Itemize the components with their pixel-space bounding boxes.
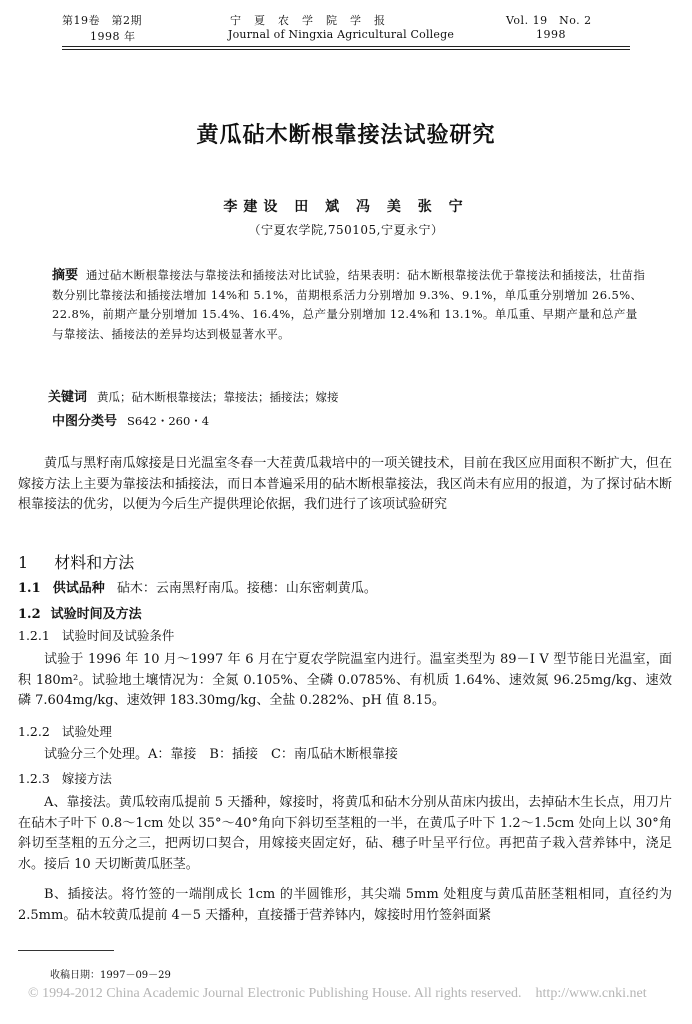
treatments-paragraph: 试验分三个处理。A：靠接 B：插接 C：南瓜砧木断根靠接 (44, 747, 398, 762)
classification-label: 中图分类号 (52, 414, 118, 429)
subsubsection-1-2-1 (18, 626, 174, 644)
abstract (52, 266, 648, 344)
subsubsection-1-2-2 (18, 722, 112, 740)
keywords-label: 关键词 (48, 390, 88, 405)
subsection-number: 1.1 (18, 581, 41, 596)
header-rule-thin (62, 49, 630, 50)
authors: 李建设 田 斌 冯 美 张 宁 (223, 199, 469, 215)
year-en: 1998 (536, 28, 566, 41)
volume-issue-en: Vol. 19 No. 2 (506, 14, 592, 27)
header-rule (62, 46, 630, 47)
section-number: 1 (18, 553, 29, 572)
section-title: 材料和方法 (54, 553, 135, 572)
keywords-text: 黄瓜；砧木断根靠接法；靠接法；插接法；嫁接 (97, 390, 339, 404)
insertion-grafting-paragraph: B、插接法。将竹签的一端削成长 1cm 的半圆锥形，其尖端 5mm 处粗度与黄瓜苗胚茎粗相同，直径约为 2.5mm。砧木较黄瓜提前 4－5 天播种，直接播于营养钵内，嫁接时用竹签斜面紧 (18, 887, 672, 923)
subsubsection-title: 嫁接方法 (61, 771, 112, 786)
section-heading (18, 550, 134, 573)
abstract-label: 摘要 (52, 268, 79, 283)
subsection-text: 砧木：云南黑籽南瓜。接穗：山东密刺黄瓜。 (116, 581, 377, 596)
classification-code: S642・260・4 (127, 414, 210, 428)
subsubsection-number: 1.2.3 (18, 771, 50, 786)
paper-title: 黄瓜砧木断根靠接法试验研究 (196, 122, 496, 148)
copyright-watermark: © 1994-2012 China Academic Journal Electronic Publishing House. All rights reserved. http://www.cnki.net (28, 986, 647, 1001)
subsubsection-title: 试验处理 (61, 724, 112, 739)
subsection-number: 1.2 (18, 607, 41, 622)
affiliation: （宁夏农学院,750105,宁夏永宁） (248, 223, 444, 237)
keywords (48, 386, 339, 405)
subsubsection-title: 试验时间及试验条件 (61, 628, 175, 643)
year-cn: 1998 年 (90, 30, 136, 43)
subsection-title: 供试品种 (52, 581, 105, 596)
intro-paragraph: 黄瓜与黑籽南瓜嫁接是日光温室冬春一大茬黄瓜栽培中的一项关键技术，目前在我区应用面积不断扩大，但在嫁接方法上主要为靠接法和插接法，而日本普遍采用的砧木断根靠接法，我区尚未有应用的报道，为了探讨砧木断根靠接法的优劣，以便为今后生产提供理论依据，我们进行了该项试验研究 (18, 456, 672, 512)
volume-issue-cn: 第19卷 第2期 (62, 14, 142, 27)
subsubsection-number: 1.2.1 (18, 628, 50, 643)
classification (52, 410, 209, 429)
abstract-text: 通过砧木断根靠接法与靠接法和插接法对比试验，结果表明：砧木断根靠接法优于靠接法和插接法，壮苗指数分别比靠接法和插接法增加 14%和 5.1%，苗期根系活力分别增加 9.3%、9.1%，单瓜重分别增加 26.5%、22.8%，前期产量分别增加 15.4%、16.4%，总产量分别增加 12.4%和 13.1%。单瓜重、早期产量和总产量与靠接法、插接法的差异均达到极显著水平。 (52, 268, 646, 341)
received-date-footnote: 收稿日期：1997－09－29 (50, 970, 171, 981)
journal-title-cn: 宁 夏 农 学 院 学 报 (230, 14, 386, 27)
subsubsection-number: 1.2.2 (18, 724, 50, 739)
journal-title-en: Journal of Ningxia Agricultural College (228, 28, 455, 41)
subsection-title: 试验时间及方法 (50, 607, 142, 622)
subsubsection-1-2-3 (18, 769, 112, 787)
experiment-conditions-paragraph: 试验于 1996 年 10 月～1997 年 6 月在宁夏农学院温室内进行。温室类型为 89－Ⅰ Ⅴ 型节能日光温室，面积 180m²。试验地土壤情况为：全氮 0.105%、全磷 0.0785%、有机质 1.64%、速效氮 96.25mg/kg、速效磷 7.604mg/kg、速效钾 183.30mg/kg、全盐 0.282%、pH 值 8.15。 (18, 652, 672, 708)
subsection-1-1 (18, 579, 672, 600)
approach-grafting-paragraph: A、靠接法。黄瓜较南瓜提前 5 天播种，嫁接时，将黄瓜和砧木分别从苗床内拔出，去掉砧木生长点，用刀片在砧木子叶下 0.8～1cm 处以 35°～40°角向下斜切至茎粗的一半，在黄瓜子叶下 1.2～1.5cm 处向上以 30°角斜切至茎粗的五分之三，把两切口契合，用嫁接夹固定好，砧、穗子叶呈平行位。再把苗子栽入营养钵中，浇足水。接后 10 天切断黄瓜胚茎。 (18, 795, 672, 872)
subsection-1-2 (18, 603, 142, 622)
footnote-rule (18, 950, 114, 951)
